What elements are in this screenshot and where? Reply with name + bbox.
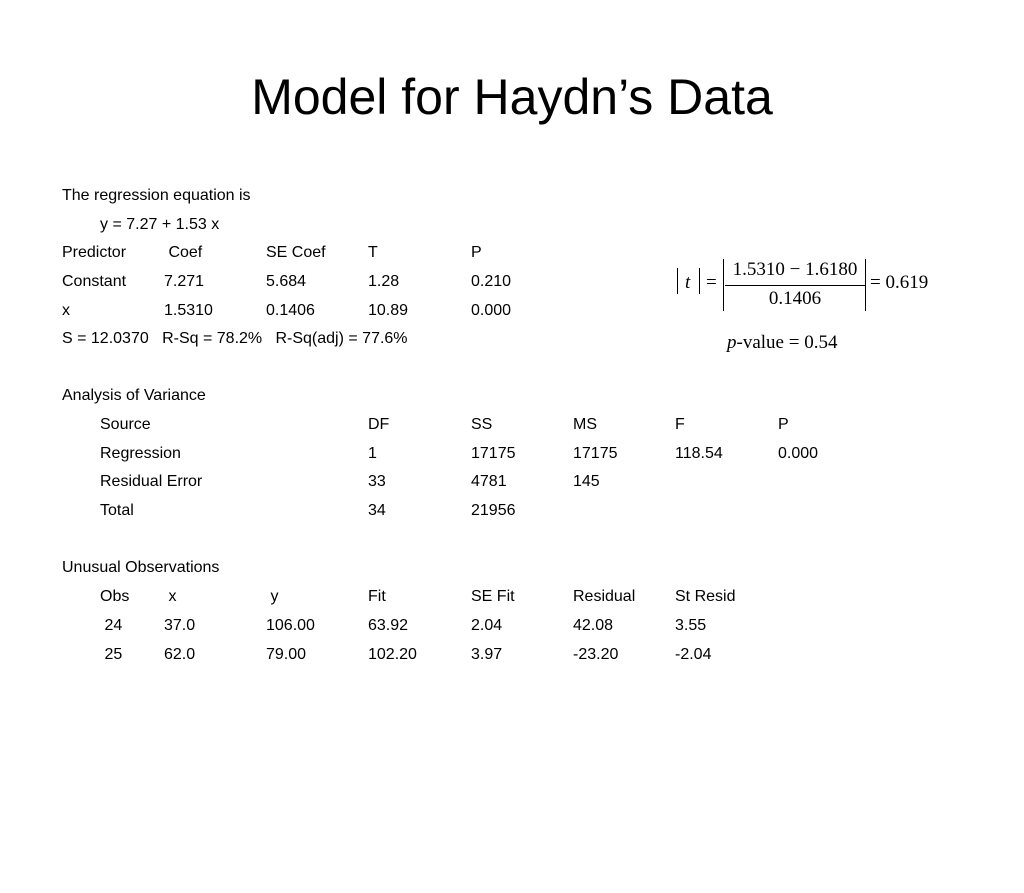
coef-col-coef: Coef <box>164 244 203 261</box>
numerator: 1.5310 − 1.6180 <box>732 259 858 280</box>
unusual-x: 37.0 <box>164 617 196 634</box>
anova-ss: 17175 <box>471 445 516 462</box>
coef-p: 0.000 <box>471 302 512 319</box>
unusual-col-x: x <box>164 588 177 605</box>
coef-predictor: Constant <box>62 273 127 290</box>
p-value-line <box>727 332 837 354</box>
unusual-fit: 63.92 <box>368 617 409 634</box>
coef-t: 1.28 <box>368 273 400 290</box>
p-symbol: p <box>727 332 737 353</box>
unusual-col-y: y <box>266 588 279 605</box>
unusual-col-residual: Residual <box>573 588 636 605</box>
anova-ss: 4781 <box>471 473 507 490</box>
unusual-col-st-resid: St Resid <box>675 588 736 605</box>
unusual-se-fit: 3.97 <box>471 646 503 663</box>
coef-col-se-coef: SE Coef <box>266 244 326 261</box>
coef-se: 0.1406 <box>266 302 315 319</box>
unusual-col-obs: Obs <box>100 588 130 605</box>
anova-col-source: Source <box>100 416 151 433</box>
unusual-obs: 25 <box>100 646 123 663</box>
unusual-obs: 24 <box>100 617 123 634</box>
unusual-col-se-fit: SE Fit <box>471 588 515 605</box>
unusual-y: 106.00 <box>266 617 315 634</box>
model-summary: S = 12.0370 R-Sq = 78.2% R-Sq(adj) = 77.6% <box>62 330 408 347</box>
anova-ss: 21956 <box>471 502 516 519</box>
coef-se: 5.684 <box>266 273 307 290</box>
anova-source: Residual Error <box>100 473 203 490</box>
coef-col-predictor: Predictor <box>62 244 127 261</box>
anova-df: 34 <box>368 502 386 519</box>
unusual-se-fit: 2.04 <box>471 617 503 634</box>
unusual-x: 62.0 <box>164 646 196 663</box>
unusual-header: Unusual Observations <box>62 559 220 576</box>
p-value-text: -value = 0.54 <box>736 332 838 353</box>
abs-bar-right <box>699 268 700 294</box>
t-symbol: t <box>685 272 691 293</box>
coef-predictor: x <box>62 302 70 319</box>
regression-header: The regression equation is <box>62 187 251 204</box>
unusual-residual: 42.08 <box>573 617 614 634</box>
unusual-col-fit: Fit <box>368 588 386 605</box>
anova-col-f: F <box>675 416 685 433</box>
regression-equation: y = 7.27 + 1.53 x <box>100 216 220 233</box>
anova-header: Analysis of Variance <box>62 387 206 404</box>
coef-col-t: T <box>368 244 378 261</box>
anova-p: 0.000 <box>778 445 819 462</box>
slide-title: Model for Haydn’s Data <box>251 69 773 125</box>
fraction-line <box>725 285 865 286</box>
unusual-fit: 102.20 <box>368 646 417 663</box>
coef-t: 10.89 <box>368 302 409 319</box>
unusual-st-resid: 3.55 <box>675 617 707 634</box>
anova-col-ms: MS <box>573 416 597 433</box>
anova-df: 33 <box>368 473 386 490</box>
anova-ms: 145 <box>573 473 600 490</box>
numerator-abs-bar-left <box>723 259 724 311</box>
unusual-residual: -23.20 <box>573 646 619 663</box>
anova-df: 1 <box>368 445 377 462</box>
denominator: 0.1406 <box>768 288 822 309</box>
coef-p: 0.210 <box>471 273 512 290</box>
anova-source: Regression <box>100 445 181 462</box>
unusual-st-resid: -2.04 <box>675 646 712 663</box>
anova-ms: 17175 <box>573 445 618 462</box>
numerator-abs-bar-right <box>865 259 866 311</box>
anova-col-p: P <box>778 416 789 433</box>
unusual-y: 79.00 <box>266 646 307 663</box>
anova-col-ss: SS <box>471 416 493 433</box>
coef-value: 1.5310 <box>164 302 213 319</box>
anova-f: 118.54 <box>675 445 723 462</box>
anova-col-df: DF <box>368 416 390 433</box>
t-result: = 0.619 <box>870 272 929 293</box>
coef-col-p: P <box>471 244 482 261</box>
equals-sign: = <box>706 272 717 293</box>
abs-bar-left <box>677 268 678 294</box>
coef-value: 7.271 <box>164 273 205 290</box>
anova-source: Total <box>100 502 134 519</box>
